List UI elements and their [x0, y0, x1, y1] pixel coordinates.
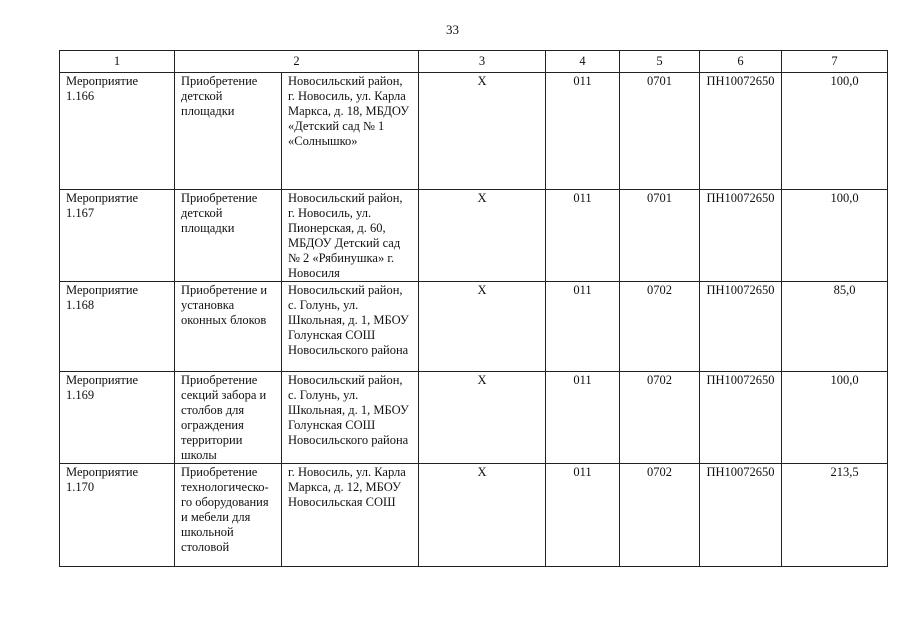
header-row	[60, 51, 888, 73]
amount-value: 100,0	[830, 191, 859, 205]
amount-cell	[782, 190, 888, 282]
name-cell: Приобретение секций забора и столбов для ограждения территории школы	[175, 372, 282, 464]
name-cell: Приобретение детской площадки	[175, 190, 282, 282]
event-cell: Мероприятие 1.169	[60, 372, 175, 464]
header-col-4: 4	[546, 51, 620, 73]
amount-value: 100,0	[830, 373, 859, 387]
table-row	[60, 73, 888, 190]
col5-cell: 0702	[620, 372, 700, 464]
header-col-1: 1	[60, 51, 175, 73]
col4-cell: 011	[546, 464, 620, 567]
col3-cell: Х	[419, 73, 546, 190]
col5-cell: 0702	[620, 464, 700, 567]
event-cell: Мероприятие 1.170	[60, 464, 175, 567]
amount-cell	[782, 282, 888, 372]
col6-cell: ПН10072650	[700, 190, 782, 282]
amount-value: 213,5	[830, 465, 859, 479]
address-cell: Новосильский район, г. Новосиль, ул. Пионерская, д. 60, МБДОУ Детский сад № 2 «Рябинушка» г. Новосиля	[282, 190, 419, 282]
address-cell: г. Новосиль, ул. Карла Маркса, д. 12, МБОУ Новосильская СОШ	[282, 464, 419, 567]
col4-cell: 011	[546, 282, 620, 372]
col3-cell: Х	[419, 464, 546, 567]
amount-cell	[782, 372, 888, 464]
col4-cell: 011	[546, 190, 620, 282]
name-cell: Приобретение детской площадки	[175, 73, 282, 190]
event-cell: Мероприятие 1.168	[60, 282, 175, 372]
table-row	[60, 190, 888, 282]
budget-table	[59, 50, 888, 567]
header-col-6: 6	[700, 51, 782, 73]
table-row	[60, 282, 888, 372]
name-cell: Приобретение и установка оконных блоков	[175, 282, 282, 372]
table-row	[60, 464, 888, 567]
col6-cell: ПН10072650	[700, 464, 782, 567]
col5-cell: 0701	[620, 190, 700, 282]
col6-cell: ПН10072650	[700, 73, 782, 190]
event-cell: Мероприятие 1.166	[60, 73, 175, 190]
col5-cell: 0702	[620, 282, 700, 372]
table-row	[60, 372, 888, 464]
amount-cell	[782, 464, 888, 567]
address-cell: Новосильский район, с. Голунь, ул. Школьная, д. 1, МБОУ Голунская СОШ Новосильского района	[282, 372, 419, 464]
header-col-2: 2	[175, 51, 419, 73]
col3-cell: Х	[419, 190, 546, 282]
col6-cell: ПН10072650	[700, 372, 782, 464]
amount-value: 85,0	[833, 283, 856, 297]
address-cell: Новосильский район, с. Голунь, ул. Школьная, д. 1, МБОУ Голунская СОШ Новосильского района	[282, 282, 419, 372]
address-cell: Новосильский район, г. Новосиль, ул. Карла Маркса, д. 18, МБДОУ «Детский сад № 1 «Солнышко»	[282, 73, 419, 190]
amount-cell	[782, 73, 888, 190]
header-col-5: 5	[620, 51, 700, 73]
header-col-7: 7	[782, 51, 888, 73]
name-cell: Приобретение технологическо-го оборудования и мебели для школьной столовой	[175, 464, 282, 567]
col3-cell: Х	[419, 282, 546, 372]
header-col-3: 3	[419, 51, 546, 73]
col5-cell: 0701	[620, 73, 700, 190]
col4-cell: 011	[546, 73, 620, 190]
page-number: 33	[446, 22, 459, 37]
event-cell: Мероприятие 1.167	[60, 190, 175, 282]
col6-cell: ПН10072650	[700, 282, 782, 372]
col3-cell: Х	[419, 372, 546, 464]
col4-cell: 011	[546, 372, 620, 464]
amount-value: 100,0	[830, 74, 859, 88]
